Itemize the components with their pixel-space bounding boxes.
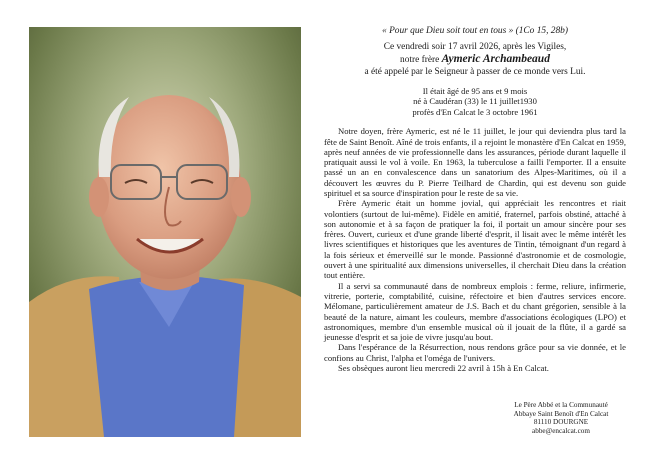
signature-email: abbe@encalcat.com xyxy=(532,426,590,435)
paragraph-3: Il a servi sa communauté dans de nombreux emplois : ferme, reliure, infirmerie, vitrerie, porterie, comptabilité, cuisine, réfectoire et bien d'autres services encore. Mélomane, particulièrement amateur de J.S. Bach et du chant grégorien, sensible à la beauté de la nature, aimant les couleurs, membre d'associations écologiques (LPO) et astronomiques, membre d'un ensemble musical où il jouait de la flûte, il a gardé sa jeunesse d'esprit et sa joie de vivre jusqu'au bout. xyxy=(324,280,626,343)
announcement-prefix: notre frère xyxy=(400,55,442,65)
birth-line: né à Caudéran (33) le 11 juillet1930 xyxy=(413,96,537,107)
announcement-line-3: a été appelé par le Seigneur à passer de ce monde vers Lui. xyxy=(364,67,586,77)
paragraph-1: Notre doyen, frère Aymeric, est né le 11 juillet, le jour qui deviendra plus tard la fête de Saint Benoît. Aîné de trois enfants, il a rejoint le monastère d'En Calcat en 1959, après neuf années de vie professionnelle dans les assurances, période durant laquelle il pratiquait aussi le vol à voile. En 1963, la tuberculose a failli l'emporter. Il a ensuite passé un an en convalescence dans un sanatorium des Alpes-Maritimes, où il a découvert les œuvres du P. Pierre Teilhard de Chardin, qui est devenu son guide spirituel et sa source d'inspiration pour le reste de sa vie. xyxy=(324,126,627,198)
announcement-line-1: Ce vendredi soir 17 avril 2026, après les Vigiles, xyxy=(383,42,567,52)
deceased-name: Aymeric Archambeaud xyxy=(441,53,550,65)
paragraph-5: Ses obsèques auront lieu mercredi 22 avril à 15h à En Calcat. xyxy=(338,363,549,374)
signature-line-3: 81110 DOURGNE xyxy=(533,418,589,427)
portrait-illustration xyxy=(29,27,301,437)
paragraph-2: Frère Aymeric était un homme jovial, qui appréciait les rencontres et riait volontiers (surtout de lui-même). Fidèle en amitié, fraternel, parfois obstiné, attaché à son autonomie et à sa façon de pratiquer la foi, il portait un amour sincère pour ses frères. Ouvert, curieux et d'une grande liberté d'esprit, il lisait avec le même intérêt les livres scientifiques et historiques que les aventures de Tintin, témoignant d'un regard à la fois sérieux et émerveillé sur le monde. Passionné d'astronomie et de cosmologie, ouvert à une spiritualité aux dimensions universelles, il cherchait Dieu dans la création tout entière. xyxy=(324,198,626,281)
profession-line: profès d'En Calcat le 3 octobre 1961 xyxy=(412,106,538,117)
signature-block xyxy=(496,401,626,435)
signature-line-2: Abbaye Saint Benoît d'En Calcat xyxy=(513,409,609,418)
obituary-text xyxy=(324,25,626,373)
age-line: Il était âgé de 95 ans et 9 mois xyxy=(422,86,528,96)
announcement-line-2 xyxy=(324,53,626,66)
signature-line-1: Le Père Abbé et la Communauté xyxy=(514,401,608,409)
biography xyxy=(324,126,626,373)
paragraph-4: Dans l'espérance de la Résurrection, nous rendons grâce pour sa vie donnée, et le confions au Christ, l'alpha et l'oméga de l'univers. xyxy=(324,342,626,363)
portrait-photo xyxy=(29,27,301,437)
epigraph: « Pour que Dieu soit tout en tous » (1Co 15, 28b) xyxy=(382,26,568,36)
facts-block xyxy=(324,86,626,117)
